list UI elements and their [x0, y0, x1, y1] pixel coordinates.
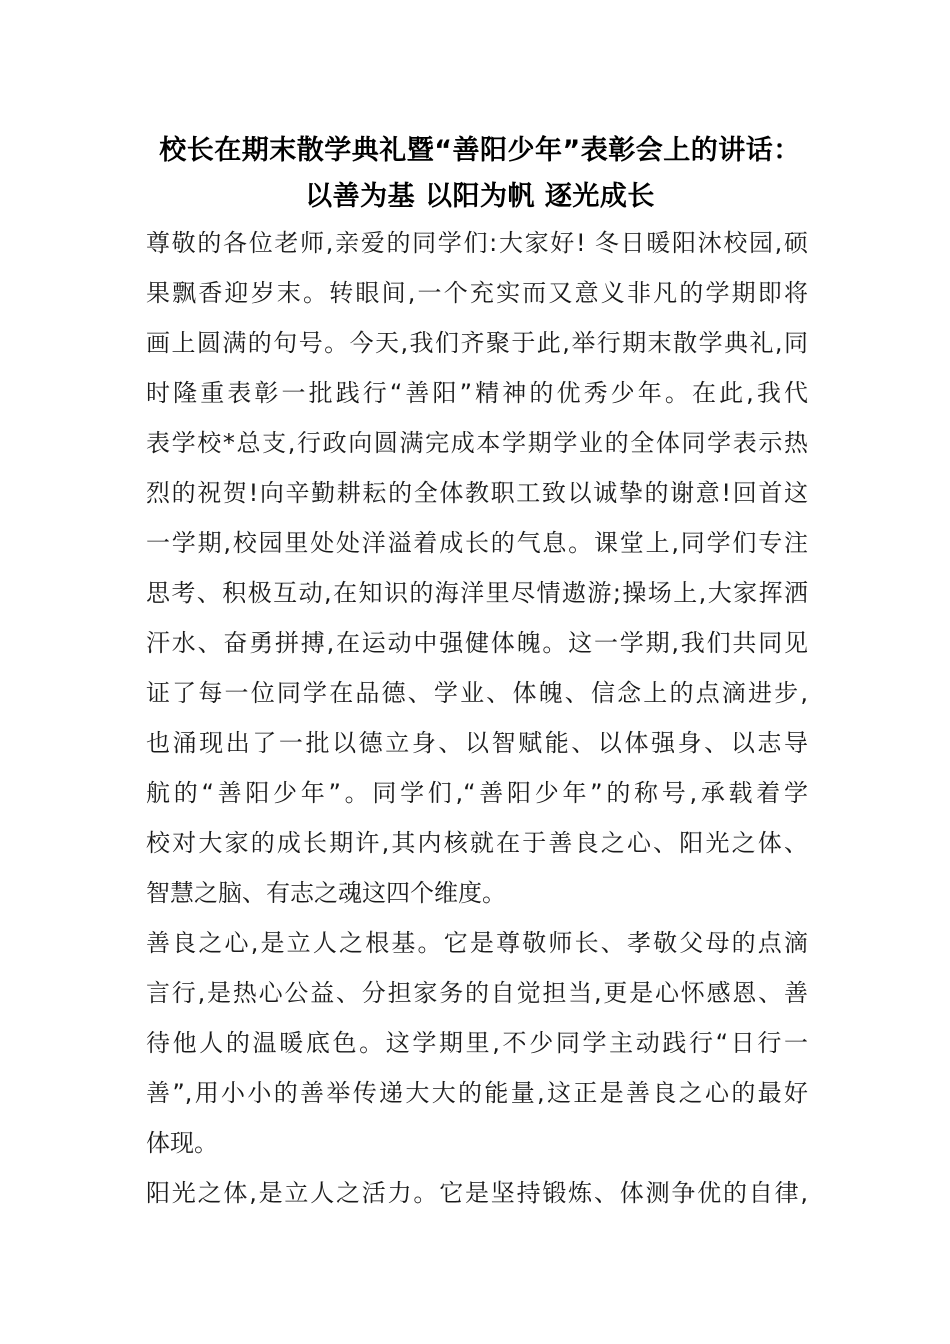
- body-line: 汗水、奋勇拼搏,在运动中强健体魄。这一学期,我们共同见: [146, 629, 808, 657]
- body-line: 善良之心,是立人之根基。它是尊敬师长、孝敬父母的点滴: [146, 929, 808, 957]
- body-line: 体现。: [146, 1129, 218, 1157]
- body-line: 阳光之体,是立人之活力。它是坚持锻炼、体测争优的自律,: [146, 1179, 808, 1207]
- body-line: 烈的祝贺!向辛勤耕耘的全体教职工致以诚挚的谢意!回首这: [146, 479, 808, 507]
- body-line: 果飘香迎岁末。转眼间,一个充实而又意义非凡的学期即将: [146, 279, 808, 307]
- body-line: 证了每一位同学在品德、学业、体魄、信念上的点滴进步,: [146, 679, 808, 707]
- body-line: 言行,是热心公益、分担家务的自觉担当,更是心怀感恩、善: [146, 979, 808, 1007]
- body-line: 一学期,校园里处处洋溢着成长的气息。课堂上,同学们专注: [146, 529, 808, 557]
- body-line: 善”,用小小的善举传递大大的能量,这正是善良之心的最好: [146, 1079, 808, 1107]
- body-line: 校对大家的成长期许,其内核就在于善良之心、阳光之体、: [146, 829, 808, 857]
- document-body: [146, 226, 808, 1226]
- body-line: 航的“善阳少年”。同学们,“善阳少年”的称号,承载着学: [146, 779, 808, 807]
- document-title-line1: 校长在期末散学典礼暨“善阳少年”表彰会上的讲话：: [159, 135, 801, 166]
- body-line: 画上圆满的句号。今天,我们齐聚于此,举行期末散学典礼,同: [146, 329, 808, 357]
- body-line: 也涌现出了一批以德立身、以智赋能、以体强身、以志导: [146, 729, 808, 757]
- body-line: 智慧之脑、有志之魂这四个维度。: [146, 879, 506, 907]
- body-line: 思考、积极互动,在知识的海洋里尽情遨游;操场上,大家挥洒: [146, 579, 808, 607]
- body-line: 表学校*总支,行政向圆满完成本学期学业的全体同学表示热: [146, 429, 808, 457]
- body-line: 时隆重表彰一批践行“善阳”精神的优秀少年。在此,我代: [146, 379, 808, 407]
- body-line: 尊敬的各位老师,亲爱的同学们:大家好! 冬日暖阳沐校园,硕: [146, 229, 808, 257]
- document-subtitle: 以善为基 以阳为帆 逐光成长: [305, 181, 655, 212]
- body-line: 待他人的温暖底色。这学期里,不少同学主动践行“日行一: [146, 1029, 808, 1057]
